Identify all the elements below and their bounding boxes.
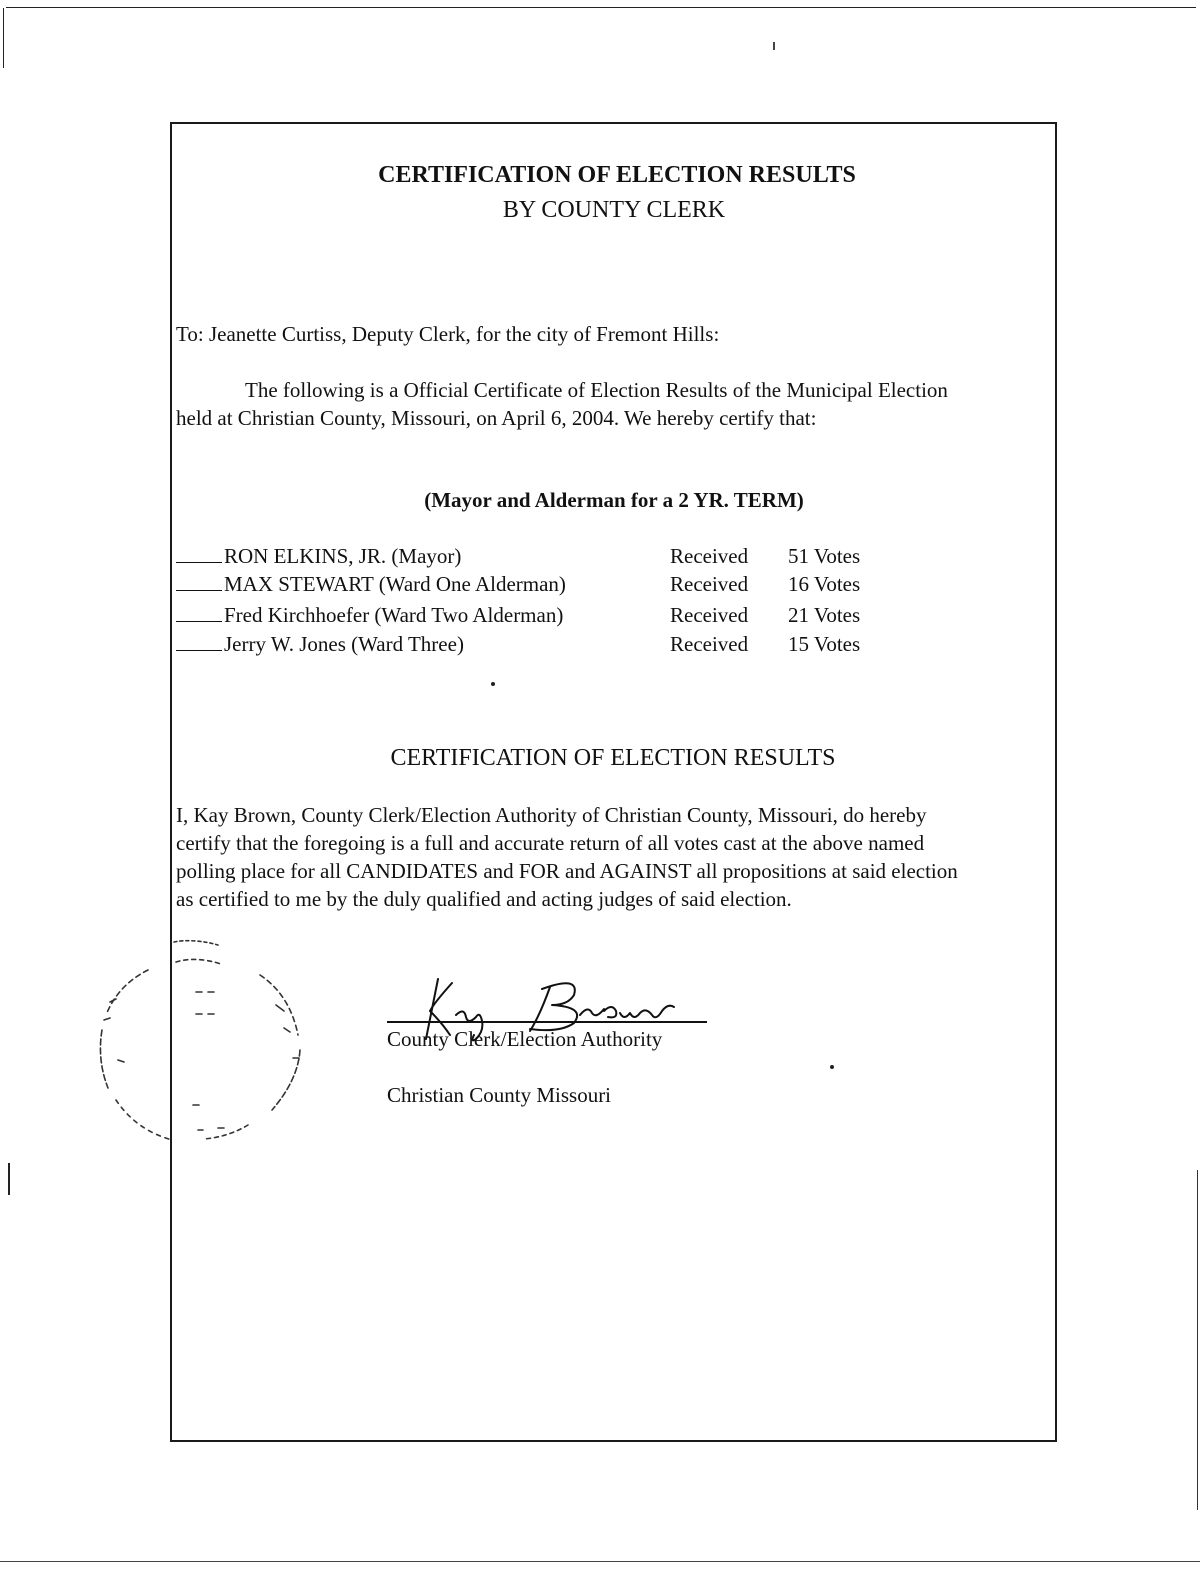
signature-location: Christian County Missouri (387, 1083, 612, 1107)
vote-count: 21 Votes (788, 603, 861, 627)
candidate-name: Jerry W. Jones (Ward Three) (224, 632, 464, 656)
stray-mark (491, 682, 495, 686)
scan-edge-bottom (0, 1561, 1200, 1562)
candidate-name: Fred Kirchhoefer (Ward Two Alderman) (224, 603, 564, 627)
certificate-border (170, 122, 1057, 1442)
scan-mark-left (8, 1163, 10, 1195)
scan-edge-left (3, 8, 4, 68)
addressee-line: To: Jeanette Curtiss, Deputy Clerk, for the city of Fremont Hills: (176, 322, 720, 346)
check-blank (176, 605, 222, 622)
certification-line-1: I, Kay Brown, County Clerk/Election Authority of Christian County, Missouri, do hereby (176, 803, 927, 827)
scan-edge-right (1197, 1170, 1198, 1510)
county-seal-emblem (88, 930, 328, 1170)
certification-line-2: certify that the foregoing is a full and accurate return of all votes cast at the above named (176, 831, 925, 855)
certification-line-4: as certified to me by the duly qualified and acting judges of said election. (176, 887, 792, 911)
candidate-name: MAX STEWART (Ward One Alderman) (224, 572, 566, 596)
result-row (176, 546, 461, 567)
result-row (176, 605, 563, 626)
intro-line-2: held at Christian County, Missouri, on April 6, 2004. We hereby certify that: (176, 406, 817, 430)
result-row (176, 634, 464, 655)
certification-line-3: polling place for all CANDIDATES and FOR and AGAINST all propositions at said election (176, 859, 958, 883)
signature-title: County Clerk/Election Authority (387, 1027, 663, 1051)
scan-speck (773, 42, 775, 50)
scan-edge-top (6, 7, 1196, 8)
vote-count: 15 Votes (788, 632, 861, 656)
received-label: Received (670, 603, 749, 627)
check-blank (176, 546, 222, 563)
certification-heading: CERTIFICATION OF ELECTION RESULTS (390, 745, 836, 771)
intro-line-1: The following is a Official Certificate of Election Results of the Municipal Election (245, 378, 948, 402)
check-blank (176, 634, 222, 651)
candidate-name: RON ELKINS, JR. (Mayor) (224, 544, 462, 568)
received-label: Received (670, 544, 749, 568)
check-blank (176, 574, 222, 591)
vote-count: 51 Votes (788, 544, 861, 568)
document-title: CERTIFICATION OF ELECTION RESULTS (378, 162, 856, 188)
document-subtitle: BY COUNTY CLERK (502, 197, 726, 223)
signature-line (387, 1021, 707, 1023)
race-heading: (Mayor and Alderman for a 2 YR. TERM) (424, 488, 804, 512)
received-label: Received (670, 632, 749, 656)
received-label: Received (670, 572, 749, 596)
vote-count: 16 Votes (788, 572, 861, 596)
stray-mark (830, 1065, 834, 1069)
result-row (176, 574, 566, 595)
